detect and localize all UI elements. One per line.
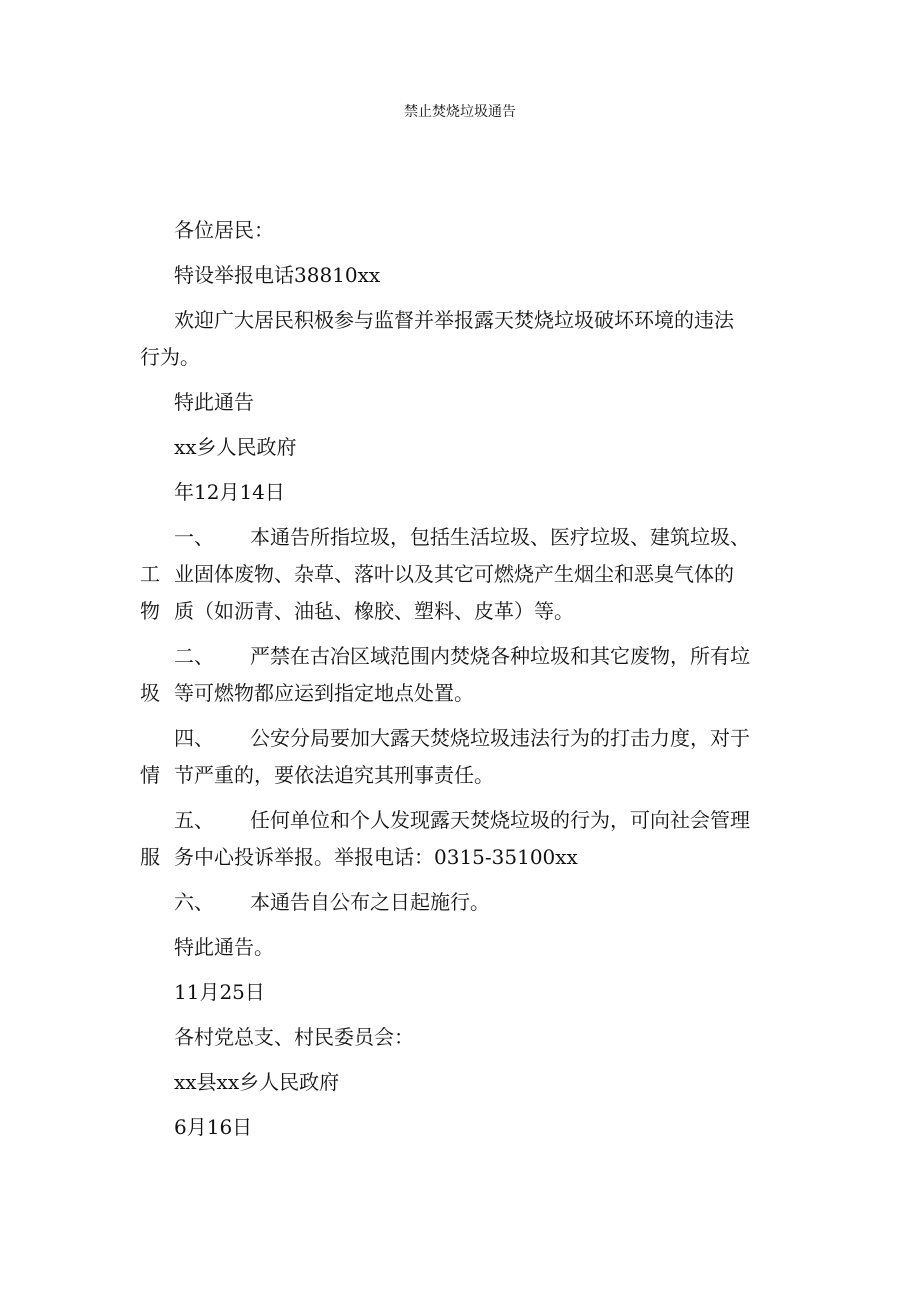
list-item (140, 519, 785, 630)
item-marker: 二、 (174, 644, 214, 668)
text-line: 公安分局要加大露天焚烧垃圾违法行为的打击力度，对于 (250, 726, 750, 750)
addressee: 各村党总支、村民委员会： (174, 1025, 414, 1049)
item-marker: 四、 (174, 726, 214, 750)
closing-date: 11月25日 (174, 980, 265, 1004)
text-line: 服 (140, 845, 160, 869)
text-line: 欢迎广大居民积极参与监督并举报露天焚烧垃圾破坏环境的违法 (174, 308, 734, 332)
text-line: 务中心投诉举报。举报电话：0315-35100xx (174, 845, 578, 869)
text-line: 节严重的，要依法追究其刑事责任。 (174, 763, 494, 787)
item-marker: 一、 (174, 525, 214, 549)
text-line: 工 (140, 562, 160, 586)
text-line: 任何单位和个人发现露天焚烧垃圾的行为，可向社会管理 (250, 808, 750, 832)
item-marker: 五、 (174, 808, 214, 832)
salutation: 各位居民： (174, 218, 274, 242)
item-marker: 六、 (174, 890, 214, 914)
issuer: xx乡人民政府 (174, 435, 297, 459)
text-line: 行为。 (140, 345, 200, 369)
document-body (140, 212, 785, 1154)
text-line: 圾 (140, 681, 160, 705)
notice-closing: 特此通告 (174, 390, 254, 414)
text-line: 情 (140, 763, 160, 787)
closing-notice: 特此通告。 (174, 935, 274, 959)
list-item (140, 884, 785, 921)
document-title: 禁止焚烧垃圾通告 (404, 104, 516, 120)
text-line: 严禁在古冶区域范围内焚烧各种垃圾和其它废物，所有垃 (250, 644, 750, 668)
list-item (140, 720, 785, 794)
text-line: 业固体废物、杂草、落叶以及其它可燃烧产生烟尘和恶臭气体的 (174, 562, 734, 586)
text-line: 质（如沥青、油毡、橡胶、塑料、皮革）等。 (174, 599, 574, 623)
welcome-paragraph (140, 302, 785, 376)
text-line: 物 (140, 599, 160, 623)
list-item (140, 802, 785, 876)
closing-issuer: xx县xx乡人民政府 (174, 1070, 340, 1094)
text-line: 本通告所指垃圾，包括生活垃圾、医疗垃圾、建筑垃圾、 (250, 525, 750, 549)
closing-date-2: 6月16日 (174, 1115, 253, 1139)
text-line: 本通告自公布之日起施行。 (250, 890, 490, 914)
hotline-paragraph: 特设举报电话38810xx (174, 263, 381, 287)
list-item (140, 638, 785, 712)
date: 年12月14日 (174, 480, 285, 504)
text-line: 等可燃物都应运到指定地点处置。 (174, 681, 474, 705)
